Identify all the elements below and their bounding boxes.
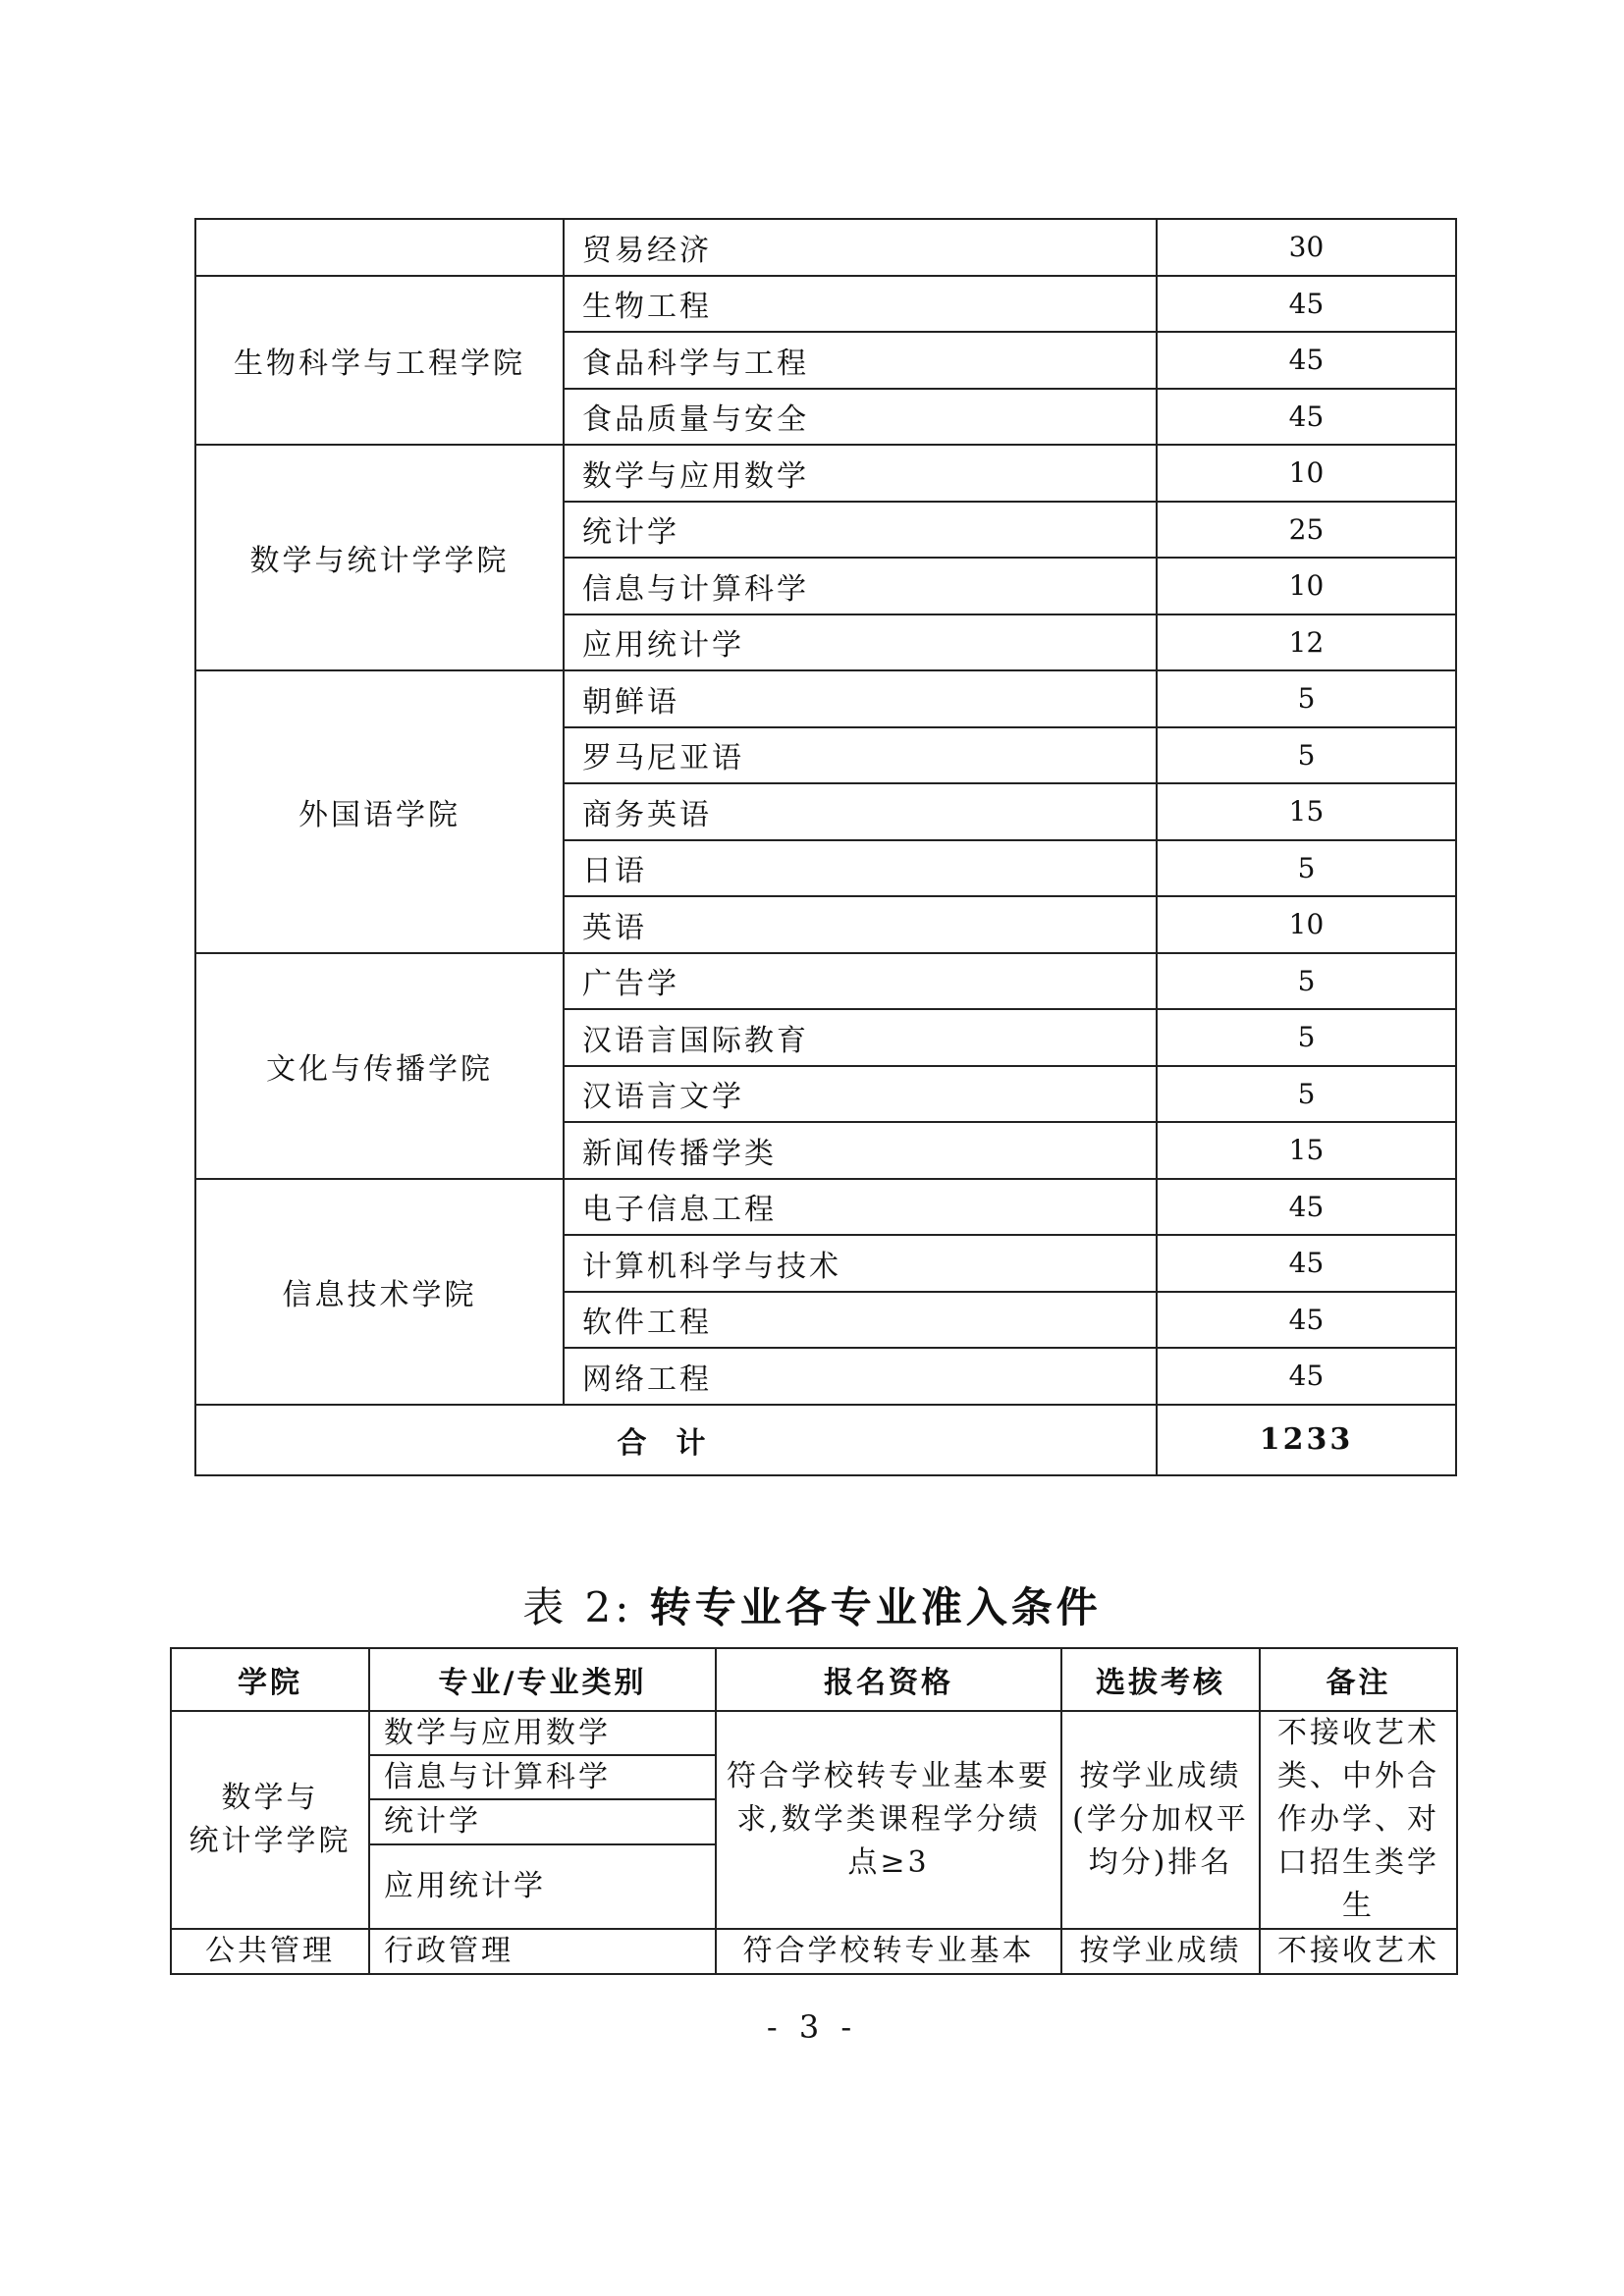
total-row (195, 1405, 1456, 1475)
quota-cell: 10 (1157, 896, 1456, 953)
header-selection: 选拔考核 (1061, 1648, 1260, 1711)
major-cell: 汉语言国际教育 (564, 1009, 1157, 1066)
major-cell: 贸易经济 (564, 219, 1157, 276)
quota-cell: 12 (1157, 614, 1456, 671)
header-requirement: 报名资格 (716, 1648, 1061, 1711)
college-cell: 文化与传播学院 (195, 953, 564, 1179)
major-cell: 信息与计算科学 (564, 558, 1157, 614)
major-cell: 应用统计学 (564, 614, 1157, 671)
quota-cell: 45 (1157, 1292, 1456, 1349)
major-cell: 生物工程 (564, 276, 1157, 333)
quota-cell: 10 (1157, 445, 1456, 502)
college-line: 数学与 (221, 1781, 319, 1815)
selection-cell: 按学业成绩 (1061, 1929, 1260, 1974)
quota-cell: 5 (1157, 1009, 1456, 1066)
major-cell: 商务英语 (564, 783, 1157, 840)
quota-cell: 45 (1157, 1179, 1456, 1236)
major-cell: 网络工程 (564, 1348, 1157, 1405)
quota-cell: 45 (1157, 276, 1456, 333)
quota-cell: 5 (1157, 727, 1456, 784)
selection-cell: 按学业成绩(学分加权平均分)排名 (1061, 1711, 1260, 1929)
major-cell: 英语 (564, 896, 1157, 953)
quota-cell: 5 (1157, 953, 1456, 1010)
page-number: - 3 - (766, 2008, 858, 2046)
quota-cell: 45 (1157, 389, 1456, 446)
quota-cell: 15 (1157, 783, 1456, 840)
requirement-cell: 符合学校转专业基本要求,数学类课程学分绩点≥3 (716, 1711, 1061, 1929)
major-cell: 数学与应用数学 (564, 445, 1157, 502)
quota-cell: 10 (1157, 558, 1456, 614)
header-college: 学院 (171, 1648, 369, 1711)
major-cell: 朝鲜语 (564, 670, 1157, 727)
quota-table (194, 218, 1457, 1476)
major-cell: 数学与应用数学 (369, 1711, 716, 1755)
quota-cell: 30 (1157, 219, 1456, 276)
table-row (195, 276, 1456, 333)
header-note: 备注 (1260, 1648, 1457, 1711)
college-cell (171, 1711, 369, 1929)
admission-conditions-table (170, 1647, 1458, 1975)
quota-cell: 5 (1157, 670, 1456, 727)
quota-cell: 45 (1157, 1348, 1456, 1405)
major-cell: 应用统计学 (369, 1844, 716, 1929)
table-header-row (171, 1648, 1457, 1711)
table-row (195, 670, 1456, 727)
quota-cell: 45 (1157, 332, 1456, 389)
major-cell: 统计学 (369, 1799, 716, 1843)
table-row (195, 445, 1456, 502)
major-cell: 行政管理 (369, 1929, 716, 1974)
major-cell: 统计学 (564, 502, 1157, 559)
quota-cell: 15 (1157, 1122, 1456, 1179)
major-cell: 软件工程 (564, 1292, 1157, 1349)
major-cell: 日语 (564, 840, 1157, 897)
quota-cell: 5 (1157, 1066, 1456, 1123)
note-cell: 不接收艺术类、中外合作办学、对口招生类学生 (1260, 1711, 1457, 1929)
table-row (195, 219, 1456, 276)
header-major: 专业/专业类别 (369, 1648, 716, 1711)
table2-title-text: 转专业各专业准入条件 (649, 1583, 1102, 1631)
table-row (195, 1179, 1456, 1236)
total-value: 1233 (1157, 1405, 1456, 1475)
major-cell: 罗马尼亚语 (564, 727, 1157, 784)
major-cell: 信息与计算科学 (369, 1755, 716, 1799)
major-cell: 电子信息工程 (564, 1179, 1157, 1236)
total-label: 合计 (195, 1405, 1157, 1475)
college-cell: 生物科学与工程学院 (195, 276, 564, 446)
college-line: 统计学学院 (189, 1824, 352, 1858)
college-cell: 信息技术学院 (195, 1179, 564, 1405)
major-cell: 食品科学与工程 (564, 332, 1157, 389)
college-cell: 外国语学院 (195, 670, 564, 953)
major-cell: 计算机科学与技术 (564, 1235, 1157, 1292)
college-cell: 数学与统计学学院 (195, 445, 564, 670)
table-row (195, 953, 1456, 1010)
table2-title-prefix: 表 2: (522, 1583, 633, 1631)
quota-cell: 5 (1157, 840, 1456, 897)
major-cell: 汉语言文学 (564, 1066, 1157, 1123)
major-cell: 新闻传播学类 (564, 1122, 1157, 1179)
requirement-cell: 符合学校转专业基本 (716, 1929, 1061, 1974)
table-row (171, 1929, 1457, 1974)
college-cell (195, 219, 564, 276)
table2-title (0, 1575, 1624, 1634)
major-cell: 食品质量与安全 (564, 389, 1157, 446)
quota-cell: 45 (1157, 1235, 1456, 1292)
major-cell: 广告学 (564, 953, 1157, 1010)
note-cell: 不接收艺术 (1260, 1929, 1457, 1974)
college-cell: 公共管理 (171, 1929, 369, 1974)
table-row (171, 1711, 1457, 1755)
quota-cell: 25 (1157, 502, 1456, 559)
